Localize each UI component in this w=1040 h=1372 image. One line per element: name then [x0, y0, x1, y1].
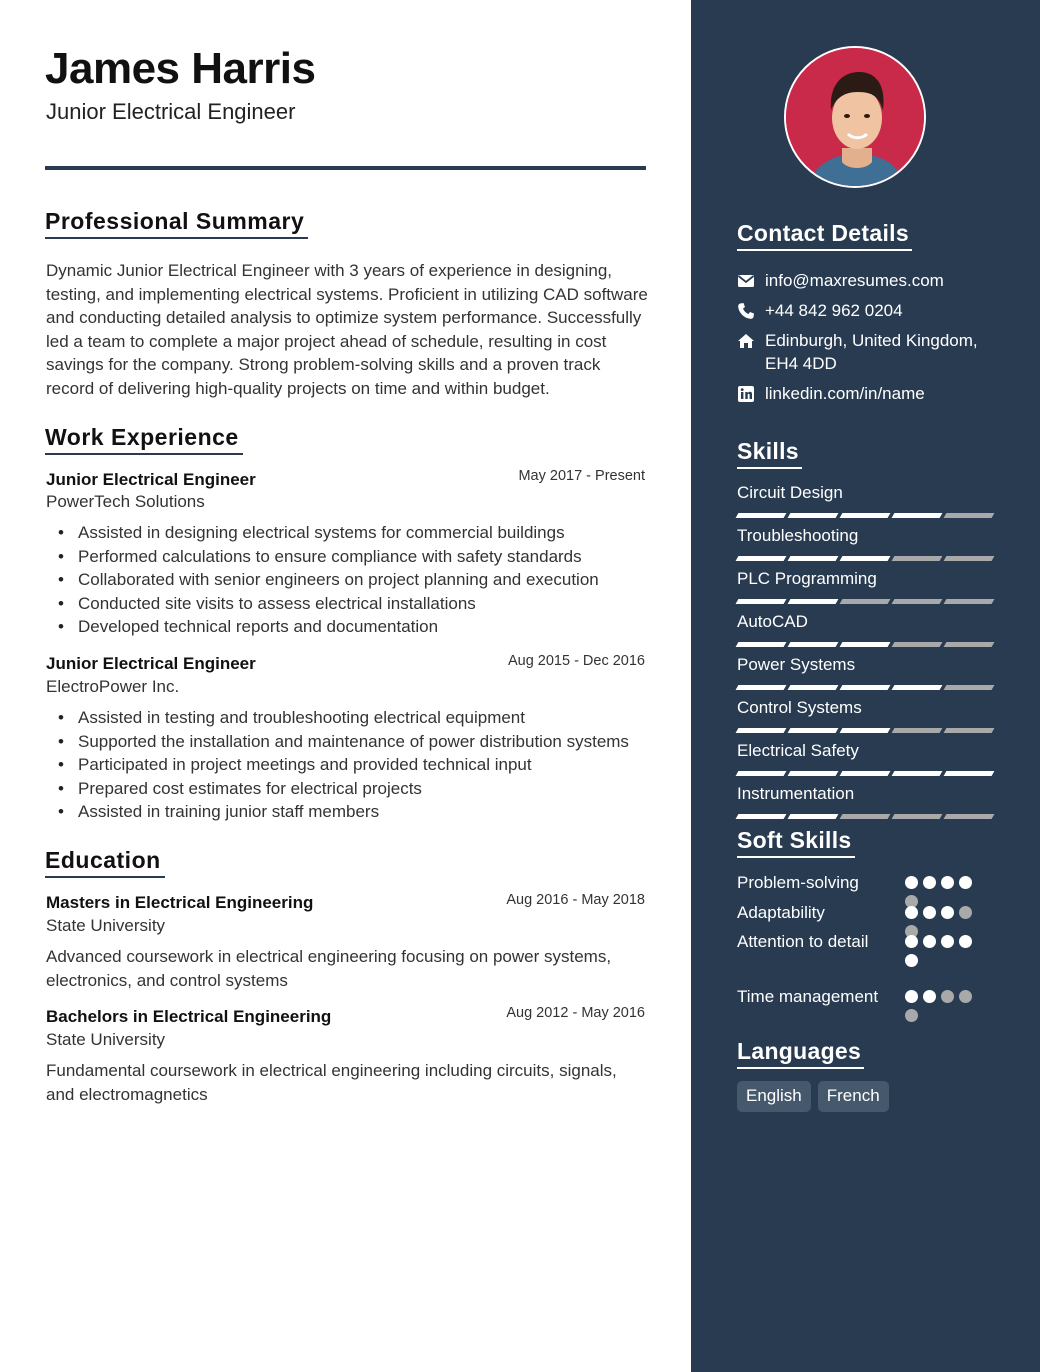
skill-segment-filled: [736, 642, 787, 647]
rating-dot-filled: [905, 935, 918, 948]
skill-segment-empty: [944, 513, 995, 518]
languages-heading: Languages: [737, 1038, 864, 1069]
skill-segment-filled: [892, 771, 943, 776]
job-bullets: [78, 706, 648, 824]
skill-level-bar: [737, 685, 993, 691]
soft-skill-rating: [905, 990, 979, 1022]
contact-linkedin-text: linkedin.com/in/name: [765, 384, 925, 403]
rating-dot-filled: [923, 935, 936, 948]
job-date: May 2017 - Present: [518, 468, 645, 484]
education-description: Advanced coursework in electrical engineering focusing on power systems, electronics, and control systems: [46, 947, 612, 990]
school-name: State University: [46, 1030, 166, 1049]
job-company: ElectroPower Inc.: [46, 677, 180, 696]
skill-name: Electrical Safety: [737, 741, 859, 760]
skill-segment-filled: [840, 771, 891, 776]
degree-title: Bachelors in Electrical Engineering: [46, 1007, 332, 1026]
job-date: Aug 2015 - Dec 2016: [507, 653, 645, 669]
skill-segment-filled: [788, 728, 839, 733]
skill-segment-filled: [892, 685, 943, 690]
skill-level-bar: [737, 513, 993, 519]
skill-segment-filled: [736, 814, 787, 819]
degree-title: Masters in Electrical Engineering: [46, 893, 314, 912]
skill-segment-empty: [944, 642, 995, 647]
skill-name: AutoCAD: [737, 612, 808, 631]
job-title: Junior Electrical Engineer: [46, 470, 256, 489]
skill-segment-empty: [892, 814, 943, 819]
skill-segment-empty: [840, 814, 891, 819]
rating-dot-empty: [959, 990, 972, 1003]
contact-address-text: Edinburgh, United Kingdom, EH4 4DD: [765, 331, 978, 373]
skill-segment-empty: [892, 599, 943, 604]
skill-level-bar: [737, 599, 993, 605]
skill-segment-filled: [736, 771, 787, 776]
skill-segment-filled: [736, 685, 787, 690]
rating-dot-filled: [905, 876, 918, 889]
skill-name: Troubleshooting: [737, 526, 859, 545]
skill-segment-filled: [736, 728, 787, 733]
soft-skill-rating: [905, 876, 979, 908]
skills-heading: Skills: [737, 438, 802, 469]
soft-skill-name: Time management: [737, 987, 879, 1006]
rating-dot-empty: [941, 990, 954, 1003]
skill-segment-filled: [788, 599, 839, 604]
candidate-role: Junior Electrical Engineer: [46, 99, 296, 124]
skill-segment-empty: [944, 599, 995, 604]
rating-dot-filled: [905, 954, 918, 967]
contact-email-text: info@maxresumes.com: [765, 271, 944, 290]
skill-name: Power Systems: [737, 655, 856, 674]
skill-name: Control Systems: [737, 698, 862, 717]
skill-level-bar: [737, 556, 993, 562]
skill-level-bar: [737, 814, 993, 820]
skill-segment-filled: [736, 599, 787, 604]
list-item: • Assisted in training junior staff members: [78, 800, 648, 824]
skill-segment-filled: [840, 642, 891, 647]
soft-skill-name: Adaptability: [737, 903, 825, 922]
skill-segment-filled: [788, 556, 839, 561]
education-date: Aug 2012 - May 2016: [506, 1005, 645, 1021]
avatar-illustration: [786, 48, 926, 188]
skill-segment-filled: [788, 513, 839, 518]
linkedin-icon: [737, 385, 755, 403]
skill-segment-filled: [736, 556, 787, 561]
list-item: • Participated in project meetings and provided technical input: [78, 753, 648, 777]
rating-dot-empty: [905, 1009, 918, 1022]
skill-segment-filled: [788, 814, 839, 819]
soft-skills-heading: Soft Skills: [737, 827, 855, 858]
skill-level-bar: [737, 771, 993, 777]
language-tag: French: [818, 1081, 889, 1112]
job-company: PowerTech Solutions: [46, 492, 205, 511]
education-description: Fundamental coursework in electrical engineering including circuits, signals, and electromagnetics: [46, 1061, 617, 1104]
rating-dot-filled: [905, 906, 918, 919]
sidebar: [691, 0, 1040, 1372]
rating-dot-filled: [959, 935, 972, 948]
skill-segment-filled: [736, 513, 787, 518]
rating-dot-empty: [959, 906, 972, 919]
candidate-name: James Harris: [45, 44, 316, 93]
list-item: • Developed technical reports and documentation: [78, 615, 648, 639]
skill-segment-filled: [788, 685, 839, 690]
rating-dot-filled: [941, 935, 954, 948]
soft-skill-rating: [905, 935, 979, 967]
list-item: • Performed calculations to ensure compliance with safety standards: [78, 545, 648, 569]
skill-segment-filled: [840, 728, 891, 733]
home-icon: [737, 332, 755, 350]
skill-segment-filled: [788, 771, 839, 776]
list-item: • Collaborated with senior engineers on project planning and execution: [78, 568, 648, 592]
skill-level-bar: [737, 642, 993, 648]
education-heading: Education: [45, 847, 165, 878]
phone-icon: [737, 302, 755, 320]
skill-segment-empty: [944, 814, 995, 819]
skill-segment-filled: [944, 771, 995, 776]
skill-segment-filled: [840, 513, 891, 518]
rating-dot-filled: [959, 876, 972, 889]
school-name: State University: [46, 916, 166, 935]
skill-segment-empty: [840, 599, 891, 604]
summary-text: Dynamic Junior Electrical Engineer with 3 years of experience in designing, testing, and implementing electrical systems. Proficient in utilizing CAD software and conducting detailed analysis to optimize system performance. Successfully led a team to complete a major project ahead of schedule, resulting in cost savings for the company. Strong problem-solving skills and a proven track record of delivering high-quality projects on time and within budget.: [46, 261, 648, 398]
list-item: • Assisted in designing electrical systems for commercial buildings: [78, 521, 648, 545]
list-item: • Assisted in testing and troubleshooting electrical equipment: [78, 706, 648, 730]
list-item: • Conducted site visits to assess electrical installations: [78, 592, 648, 616]
skill-segment-empty: [944, 556, 995, 561]
contact-heading: Contact Details: [737, 220, 912, 251]
skill-segment-empty: [892, 642, 943, 647]
rating-dot-filled: [923, 906, 936, 919]
skill-name: PLC Programming: [737, 569, 877, 588]
rating-dot-filled: [923, 876, 936, 889]
skill-segment-filled: [840, 685, 891, 690]
envelope-icon: [737, 272, 755, 290]
skill-name: Instrumentation: [737, 784, 855, 803]
soft-skill-name: Attention to detail: [737, 932, 869, 951]
soft-skill-rating: [905, 906, 979, 938]
job-title: Junior Electrical Engineer: [46, 654, 256, 673]
header-divider: [45, 166, 646, 170]
education-date: Aug 2016 - May 2018: [506, 892, 645, 908]
skill-segment-empty: [892, 556, 943, 561]
skill-name: Circuit Design: [737, 483, 843, 502]
skill-segment-empty: [892, 728, 943, 733]
contact-phone-text: +44 842 962 0204: [765, 301, 903, 320]
rating-dot-filled: [905, 990, 918, 1003]
language-tag: English: [737, 1081, 811, 1112]
avatar: [784, 46, 926, 188]
summary-heading: Professional Summary: [45, 208, 308, 239]
soft-skill-name: Problem-solving: [737, 873, 859, 892]
languages-list: [737, 1081, 889, 1112]
skill-segment-filled: [788, 642, 839, 647]
skill-segment-empty: [944, 685, 995, 690]
rating-dot-filled: [941, 906, 954, 919]
skill-level-bar: [737, 728, 993, 734]
skill-segment-filled: [892, 513, 943, 518]
list-item: • Prepared cost estimates for electrical projects: [78, 777, 648, 801]
list-item: • Supported the installation and maintenance of power distribution systems: [78, 730, 648, 754]
experience-heading: Work Experience: [45, 424, 243, 455]
rating-dot-filled: [941, 876, 954, 889]
skill-segment-filled: [840, 556, 891, 561]
job-bullets: [78, 521, 648, 639]
skill-segment-empty: [944, 728, 995, 733]
rating-dot-filled: [923, 990, 936, 1003]
